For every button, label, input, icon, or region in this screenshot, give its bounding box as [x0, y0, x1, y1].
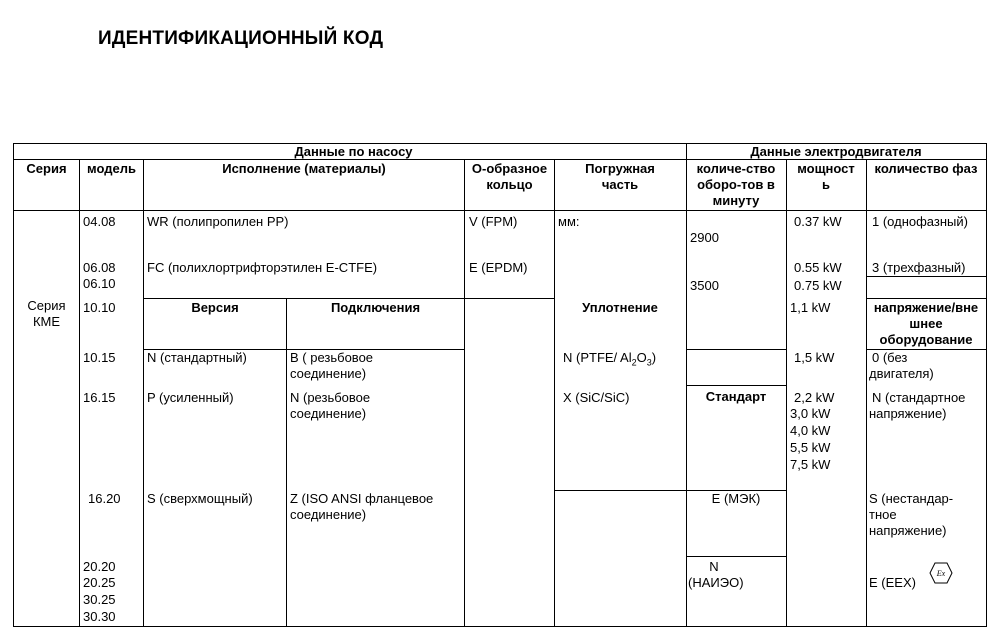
header-design: Исполнение (материалы): [222, 161, 386, 176]
voltage-item: Е (ЕЕХ): [869, 575, 916, 590]
phase-item: 3 (трехфазный): [872, 260, 966, 275]
model-item: 10.15: [83, 350, 116, 365]
rpm-item: 3500: [690, 278, 719, 293]
power-item: 1,1 kW: [790, 300, 831, 315]
power-item: 1,5 kW: [794, 350, 835, 365]
model-item: 16.20: [88, 491, 121, 506]
seal-item: X (SiC/SiC): [563, 390, 630, 405]
header-phases: количество фаз: [874, 161, 978, 176]
model-item: 16.15: [83, 390, 116, 405]
immersed-unit: мм:: [558, 214, 580, 229]
standard-item: Е (МЭК): [711, 491, 761, 506]
group-header-pump: Данные по насосу: [294, 144, 413, 159]
power-item: 0.55 kW: [794, 260, 842, 275]
model-item: 30.25: [83, 592, 116, 607]
power-item: 0.37 kW: [794, 214, 842, 229]
model-item: 10.10: [83, 300, 116, 315]
model-item: 06.08: [83, 260, 116, 275]
power-item: 2,2 kW: [794, 390, 835, 405]
power-item: 5,5 kW: [790, 440, 831, 455]
power-item: 4,0 kW: [790, 423, 831, 438]
power-item: 7,5 kW: [790, 457, 831, 472]
group-header-motor: Данные электродвигателя: [750, 144, 922, 159]
model-item: 20.25: [83, 575, 116, 590]
ex-symbol-text: Ex: [936, 569, 946, 578]
phase-item: 1 (однофазный): [872, 214, 968, 229]
page-title: ИДЕНТИФИКАЦИОННЫЙ КОД: [98, 28, 384, 49]
version-item: P (усиленный): [147, 390, 234, 405]
ex-symbol-icon: [929, 562, 953, 584]
header-model: модель: [87, 161, 136, 176]
material-item: WR (полипропилен PP): [147, 214, 289, 229]
model-item: 20.20: [83, 559, 116, 574]
model-item: 04.08: [83, 214, 116, 229]
version-item: N (стандартный): [147, 350, 247, 365]
power-item: 3,0 kW: [790, 406, 831, 421]
rpm-item: 2900: [690, 230, 719, 245]
seal-item: N (PTFE/ $Al_2O_3$): [563, 350, 657, 368]
header-standard: Стандарт: [705, 389, 767, 404]
header-seal: Уплотнение: [582, 300, 658, 315]
power-item: 0.75 kW: [794, 278, 842, 293]
model-item: 30.30: [83, 609, 116, 624]
header-version: Версия: [191, 300, 239, 315]
oring-item: V (FPM): [469, 214, 518, 229]
oring-item: E (EPDM): [469, 260, 528, 275]
material-item: FC (полихлортрифторэтилен E-CTFE): [147, 260, 378, 275]
version-item: S (сверхмощный): [147, 491, 253, 506]
header-connection: Подключения: [330, 300, 421, 315]
model-item: 06.10: [83, 276, 116, 291]
header-series: Серия: [26, 161, 67, 176]
